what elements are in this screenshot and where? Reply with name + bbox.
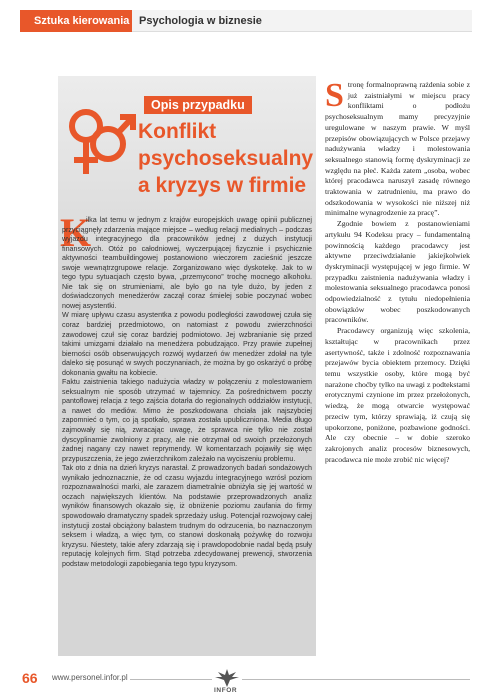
right-column xyxy=(325,77,470,465)
footer-divider xyxy=(130,679,470,680)
drop-cap: K xyxy=(60,210,92,255)
case-paragraph-4: Tak oto z dnia na dzień kryzys narastał. Z prowadzonych badań sondażowych wynikało jednoznacznie, że od czasu wyjazdu integracyjnego wzrósł poziom rozpoznawalności marki, ale zarazem diametralnie obniżyła się jej wartość w oczach największych klientów. Na podstawie przeprowadzonych analiz wyników finansowych okazało się, iż obniżenie poziomu zaufania do firmy spowodowało dramatyczny spadek sprzedaży usług. Potencjał rozwojowy całej instytucji został obciążony balastem trudnym do odrzucenia, bo naznaczonym seksem i władzą, a więc tym, co stanowi doskonałą pożywkę do rozwoju kryzysu. Niestety, takie afery zdarzają się i prawdopodobnie nadal będą psuły reputację kolejnych firm. Stąd potrzeba zdecydowanej prewencji, stworzenia podstaw metodologii zapobiegania tego typu kryzysom. xyxy=(62,464,312,568)
infor-logo-text: INFOR xyxy=(214,687,238,694)
case-paragraph-2: W miarę upływu czasu asystentka z powodu podległości zawodowej czuła się coraz bardziej przedmiotowo, on natomiast z powodu zwierzchności zawodowej czuł się coraz bardziej podmiotowo. Jej wzbranianie się przed takimi umizgami działało na menedżera pobudzająco. Przy prawie zupełnej bierności osób obserwujących rozwój wydarzeń ów menedżer zdołał na tyle daleko się posunąć w swych poczynaniach, że można by go oskarżyć o próbę dokonania gwałtu na kobiecie. xyxy=(62,311,312,377)
case-study-panel xyxy=(58,76,316,656)
case-paragraph-3: Faktu zaistnienia takiego nadużycia władzy w połączeniu z molestowaniem seksualnym nie sposób utrzymać w tajemnicy. Za pośrednictwem poczty pantoflowej relacja z tego zajścia dotarła do regionalnych oddziałów instytucji, a nawet do mediów. Mimo że poszkodowana chciała jak najszybciej zapomnieć o tym, co ją spotkało, sprawa została upubliczniona. Media długo zajmowały się nią, zwracając uwagę, że sprawca nie tylko nie został dyscyplinarnie zwolniony z pracy, ale nie otrzymał od swoich przełożonych żadnej nagany czy nawet reprymendy. W komentarzach pojawiły się więc przypuszczenia, że jego zwierzchnikom zależało na wyciszeniu problemu. xyxy=(62,378,312,463)
right-paragraph-2: Zgodnie bowiem z postanowieniami artykułu 94 Kodeksu pracy – fundamentalną powinnością każdego pracodawcy jest aktywne przeciwdziałanie jakiejkolwiek dyskryminacji występującej w jego firmie. W przypadku zaistnienia nadużywania władzy i molestowania seksualnego pracodawca ponosi odpowiedzialność z tytułu niedopełnienia obowiązków wobec poszkodowanych pracowników. xyxy=(325,219,470,325)
page-number: 66 xyxy=(22,670,38,686)
footer-url: www.personel.infor.pl xyxy=(52,673,128,682)
title-line-3: a kryzys w firmie xyxy=(138,174,307,197)
venus-icon xyxy=(64,102,114,182)
section-label: Sztuka kierowania xyxy=(20,10,132,32)
article-title xyxy=(138,118,313,199)
header-bar xyxy=(0,0,500,36)
case-study-label: Opis przypadku xyxy=(144,96,252,114)
right-paragraph-3: Pracodawcy organizują więc szkolenia, kształtując w pracownikach przez asertywność, także i zdolność rozpoznawania przejawów bycia obiektem przemocy. Dzięki temu wszystkie osoby, które mogą być narażone choćby tylko na uwagi z podtekstami erotycznymi czynione im przez przełożonych, wiedzą, że mogą otwarcie występować przeciw tym, którzy sprawiają, iż czują się upokorzone, poniżone, pozbawione godności. Ale czy obecnie – w dobie szeroko zakrojonych analiz procesów biznesowych, pracodawca nie może zrobić nic więcej? xyxy=(325,326,470,464)
page-footer xyxy=(0,664,500,700)
right-drop-cap: S xyxy=(325,77,344,114)
title-line-1: Konflikt xyxy=(138,120,217,143)
case-study-body xyxy=(60,210,312,569)
right-paragraph-1: tronę formalnoprawną rażdenia sobie z już zaistniałymi w miejscu pracy konfliktami o podłożu psychoseksualnym mamy precyzyjnie uregulowane w naszym prawie. W myśl przepisów obowiązujących w Polsce przejawy nadużywania władzy i molestowania seksualnego stanowią formę dyskryminacji ze względu na płeć. Każda zatem „osoba, wobec której pracodawca naruszył zasadę równego traktowania w zatrudnieniu, ma prawo do odszkodowania w wysokości nie niższej niż minimalne wynagrodzenie za pracę”. xyxy=(325,80,470,218)
subsection-label: Psychologia w biznesie xyxy=(132,10,472,32)
case-paragraph-1: ilka lat temu w jednym z krajów europejskich uwagę opinii publicznej przyciągnęły zdarzenia mające miejsce – według relacji medialnych – podczas wyjazdu integracyjnego dla pracowników jednej z dużych instytucji finansowych. Otóż po całodniowej, wyczerpującej fizycznie i psychicznie aktywności teambuildingowej postanowiono wieczorem zacieśnić jeszcze swoje wewnątrzgrupowe relacje. Zorganizowano więc dyskotekę. Jak to w tego typu sytuacjach często bywa, „przemycono” trochę mocnego alkoholu. Nie tak się on strumieniami, ale było go na tyle dużo, by jeden z doświadczonych menedżerów zaczął coraz śmielej sobie poczynać wobec nowej asystentki. xyxy=(62,216,312,310)
title-line-2: psychoseksualny xyxy=(138,147,314,170)
